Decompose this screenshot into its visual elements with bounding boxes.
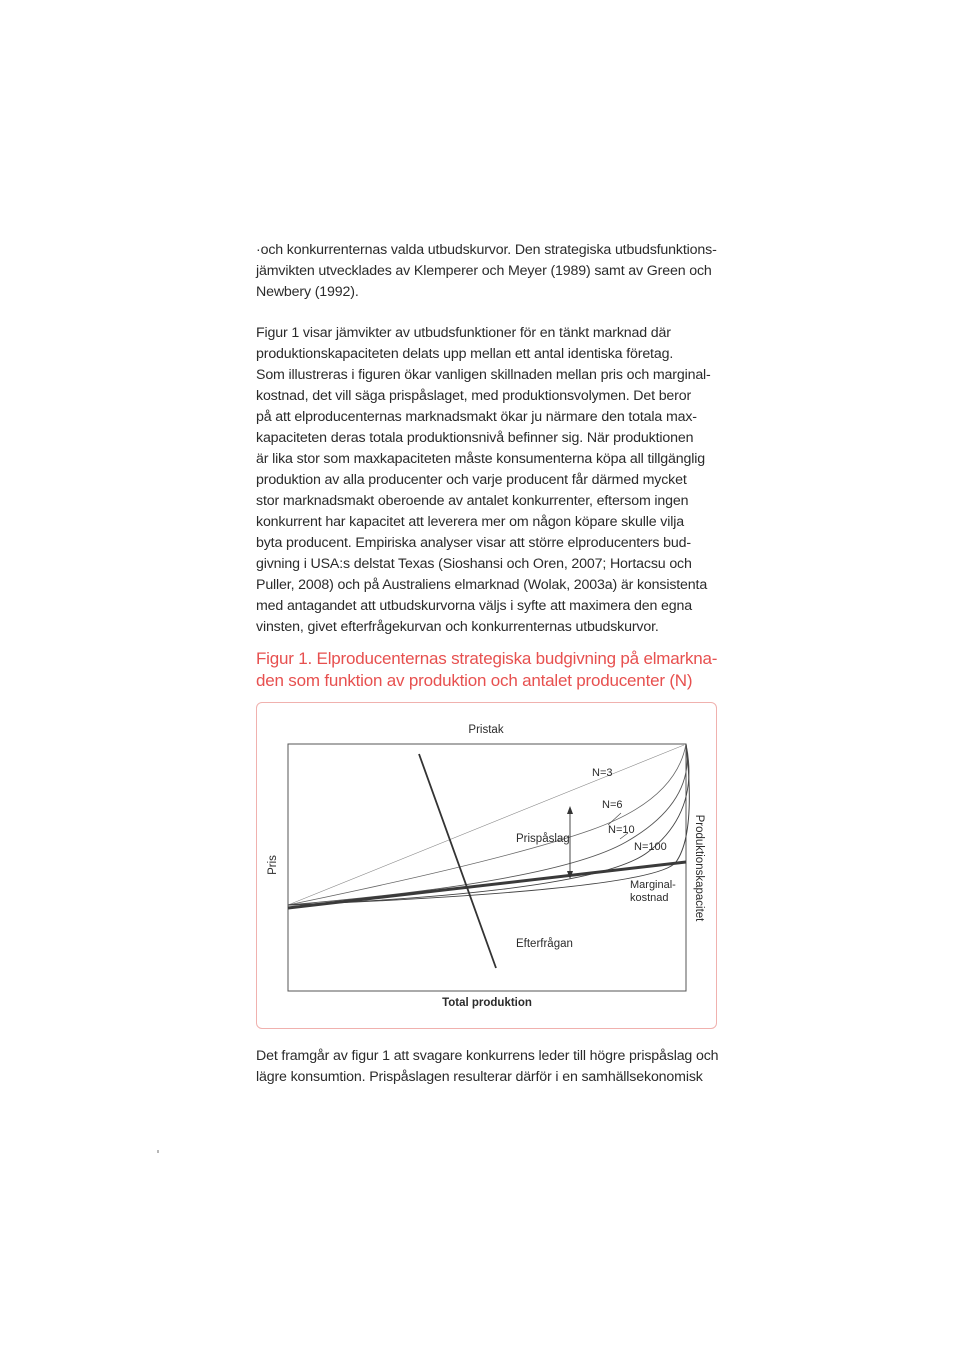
text-line: Puller, 2008) och på Australiens elmarknad (Wolak, 2003a) är konsistenta bbox=[256, 577, 708, 593]
y-axis-label: Pris bbox=[267, 855, 279, 875]
text-line: byta producent. Empiriska analyser visar att större elproducenters bud- bbox=[256, 535, 691, 551]
price-cap-label: Pristak bbox=[468, 724, 504, 736]
text-line: kapaciteten deras totala produktionsnivå befinner sig. När produktionen bbox=[256, 430, 694, 446]
text-line: stor marknadsmakt oberoende av antalet konkurrenter, eftersom ingen bbox=[256, 493, 689, 509]
scan-speck bbox=[157, 1150, 159, 1153]
text-line: lägre konsumtion. Prispåslagen resulterar därför i en samhällsekonomisk bbox=[256, 1069, 703, 1085]
text-line: på att elproducenternas marknadsmakt ökar ju närmare den totala max- bbox=[256, 409, 697, 425]
figure-title-line: Figur 1. Elproducenternas strategiska budgivning på elmarkna- bbox=[256, 649, 718, 668]
n100-label: N=100 bbox=[634, 841, 667, 853]
text-line: med antagandet att utbudskurvorna väljs i syfte att maximera den egna bbox=[256, 598, 693, 614]
figure-title-line: den som funktion av produktion och antalet producenter (N) bbox=[256, 671, 693, 690]
x-axis-label: Total produktion bbox=[442, 997, 532, 1009]
text-line: Det framgår av figur 1 att svagare konkurrens leder till högre prispåslag och bbox=[256, 1048, 719, 1064]
text-line: produktion av alla producenter och varje producent får därmed mycket bbox=[256, 472, 687, 488]
n6-label: N=6 bbox=[602, 799, 623, 811]
marginal-cost-line bbox=[288, 862, 686, 908]
paragraph-figure-description bbox=[256, 323, 726, 638]
text-line: jämvikten utvecklades av Klemperer och Meyer (1989) samt av Green och bbox=[256, 263, 712, 279]
n3-label: N=3 bbox=[592, 767, 613, 779]
figure-title bbox=[256, 648, 736, 692]
text-line: givning i USA:s delstat Texas (Sioshansi och Oren, 2007; Hortacsu och bbox=[256, 556, 692, 572]
paragraph-conclusion bbox=[256, 1046, 726, 1088]
text-line: Newbery (1992). bbox=[256, 284, 359, 300]
marginal-cost-label-1: Marginal- bbox=[630, 879, 676, 891]
text-line: produktionskapaciteten delats upp mellan ett antal identiska företag. bbox=[256, 346, 674, 362]
demand-label: Efterfrågan bbox=[516, 938, 573, 950]
markup-arrow-head-up bbox=[567, 806, 573, 814]
text-line: Som illustreras i figuren ökar vanligen skillnaden mellan pris och marginal- bbox=[256, 367, 711, 383]
text-line: konkurrent har kapacitet att leverera mer om någon köpare skulle vilja bbox=[256, 514, 684, 530]
markup-label: Prispåslag bbox=[516, 833, 570, 845]
figure-diagram bbox=[256, 702, 717, 1029]
text-line: ·och konkurrenternas valda utbudskurvor. Den strategiska utbudsfunktions- bbox=[256, 242, 717, 258]
text-line: vinsten, givet efterfrågekurvan och konkurrenternas utbudskurvor. bbox=[256, 619, 659, 635]
text-line: är lika stor som maxkapaciteten måste konsumenterna köpa all tillgänglig bbox=[256, 451, 705, 467]
marginal-cost-label-2: kostnad bbox=[630, 892, 669, 904]
capacity-label: Produktionskapacitet bbox=[693, 814, 705, 922]
paragraph-intro bbox=[256, 240, 726, 303]
n10-label: N=10 bbox=[608, 824, 635, 836]
text-line: kostnad, det vill säga prispåslaget, med produktionsvolymen. Det beror bbox=[256, 388, 692, 404]
text-line: Figur 1 visar jämvikter av utbudsfunktioner för en tänkt marknad där bbox=[256, 325, 671, 341]
